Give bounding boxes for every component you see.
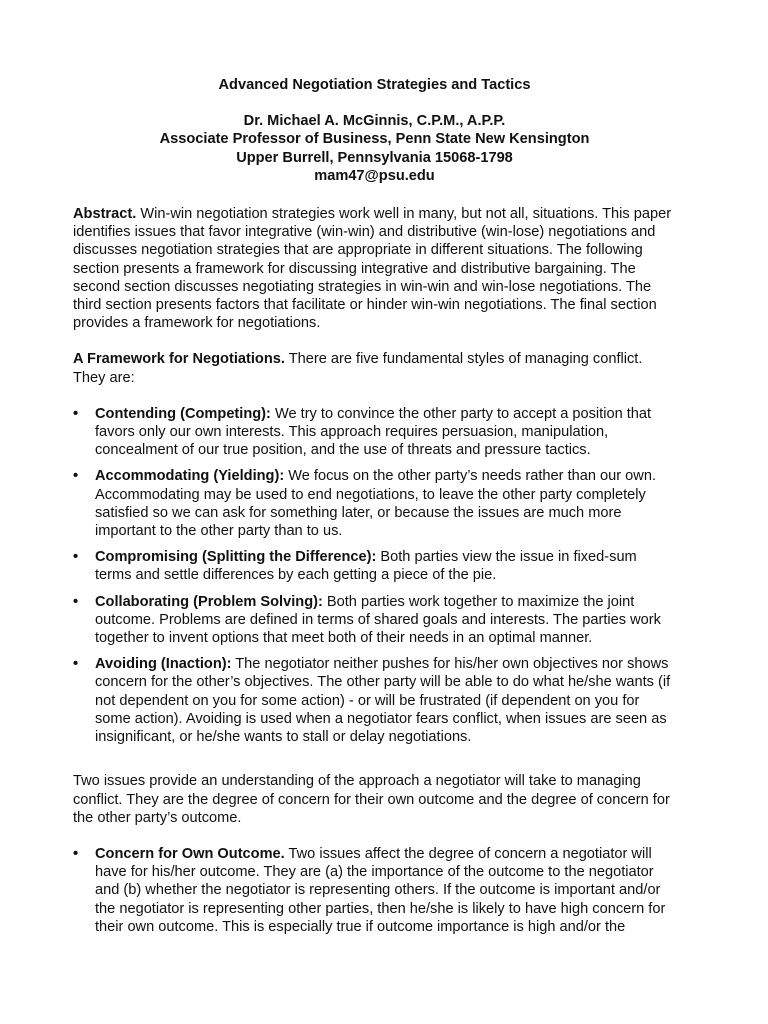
- list-item: [73, 467, 676, 540]
- author-address: Upper Burrell, Pennsylvania 15068-1798: [236, 149, 513, 166]
- list-item: [73, 405, 676, 460]
- style-term: Compromising (Splitting the Difference):: [95, 549, 377, 566]
- document-title: Advanced Negotiation Strategies and Tactics: [218, 77, 531, 93]
- bullet-icon: •: [73, 845, 79, 862]
- author-name: Dr. Michael A. McGinnis, C.P.M., A.P.P.: [243, 113, 506, 130]
- bullet-icon: •: [73, 656, 79, 673]
- style-term: Collaborating (Problem Solving):: [95, 593, 323, 610]
- style-term: Avoiding (Inaction):: [95, 656, 232, 673]
- bullet-icon: •: [73, 593, 79, 610]
- concern-term: Concern for Own Outcome.: [95, 845, 285, 862]
- framework-paragraph: [73, 350, 676, 386]
- conflict-styles-list: [73, 405, 676, 746]
- bullet-icon: •: [73, 468, 79, 485]
- author-affiliation: Associate Professor of Business, Penn State New Kensington: [159, 131, 590, 148]
- list-item: [73, 845, 676, 936]
- list-item: [73, 593, 676, 648]
- style-text: Both parties work together to maximize the joint outcome. Problems are defined in terms of shared goals and interests. The parties work together to invent options that meet both of their needs in an optimal manner.: [95, 593, 661, 647]
- bullet-icon: •: [73, 405, 79, 422]
- framework-lead: A Framework for Negotiations.: [73, 351, 285, 368]
- list-item: [73, 655, 676, 746]
- style-term: Accommodating (Yielding):: [95, 468, 285, 485]
- list-item: [73, 548, 676, 584]
- abstract-lead: Abstract.: [73, 206, 137, 223]
- abstract-text: Win-win negotiation strategies work well in many, but not all, situations. This paper identifies issues that favor integrative (win-win) and distributive (win-lose) negotiations and discusses negotiation strategies that are appropriate in different situations. The following section presents a framework for discussing integrative and distributive bargaining. The second section discusses negotiating strategies in win-win and win-lose negotiations. The third section presents factors that facilitate or hinder win-win negotiations. The final section provides a framework for negotiations.: [73, 206, 672, 332]
- style-text: Both parties view the issue in fixed-sum terms and settle differences by each getting a piece of the pie.: [95, 549, 637, 584]
- abstract-paragraph: [73, 205, 676, 332]
- style-text: We focus on the other party’s needs rather than our own. Accommodating may be used to end negotiations, to leave the other party completely satisfied so we can ask for something later, or because the issues are much more important to the other party than to us.: [95, 468, 657, 540]
- bullet-icon: •: [73, 549, 79, 566]
- concerns-list: [73, 845, 676, 936]
- document-header: [73, 76, 676, 185]
- style-text: We try to convince the other party to accept a position that favors only our own interests. This approach requires persuasion, manipulation, concealment of our true position, and the use of threats and pressure tactics.: [95, 405, 652, 459]
- author-email: mam47@psu.edu: [314, 167, 435, 184]
- style-term: Contending (Competing):: [95, 405, 271, 422]
- concern-text: Two issues affect the degree of concern a negotiator will have for his/her outcome. They are (a) the importance of the outcome to the negotiator and (b) whether the negotiator is representing others. If the outcome is important and/or the negotiator is representing other parties, then he/she is likely to have high concern for their own outcome. This is especially true if outcome importance is high and/or the: [95, 845, 666, 935]
- issues-intro-paragraph: Two issues provide an understanding of the approach a negotiator will take to managing conflict. They are the degree of concern for their own outcome and the degree of concern for the other party’s outcome.: [73, 773, 670, 826]
- framework-text: There are five fundamental styles of managing conflict. They are:: [73, 351, 643, 386]
- style-text: The negotiator neither pushes for his/her own objectives nor shows concern for the other’s objectives. The other party will be able to do what he/she wants (if not dependent on you for some action) - or will be frustrated (if dependent on you for some action). Avoiding is used when a negotiator fears conflict, when issues are seen as insignificant, or he/she wants to stall or delay negotiations.: [95, 656, 671, 746]
